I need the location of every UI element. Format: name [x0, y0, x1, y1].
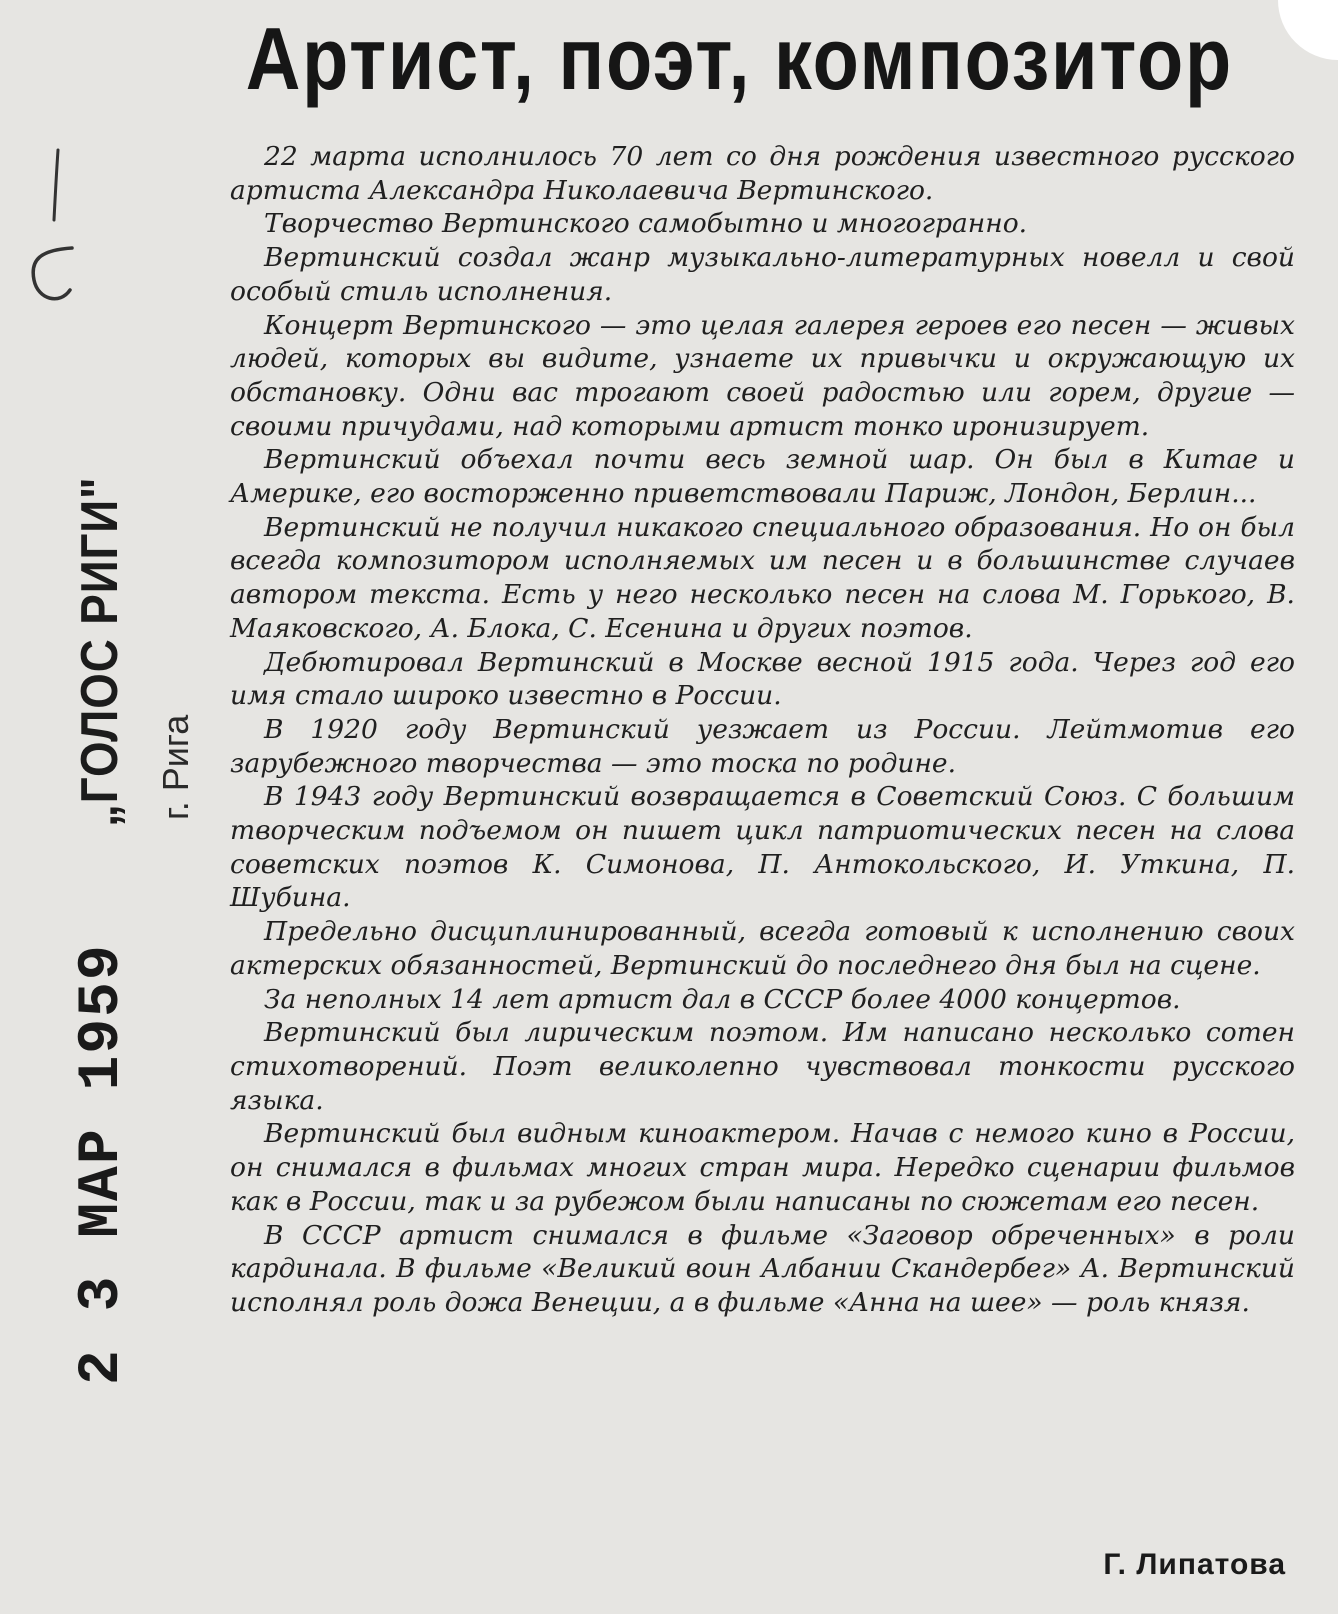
- paragraph: Предельно дисциплинированный, всегда готовый к исполнению своих актерских обязанностей, Вертинский до последнего дня был на сцене.: [230, 916, 1295, 981]
- paragraph: Дебютировал Вертинский в Москве весной 1915 года. Через год его имя стало широко известно в России.: [230, 646, 1295, 712]
- paragraph: Вертинский был лирическим поэтом. Им написано несколько сотен стихотворений. Поэт великолепно чувствовал тонкости русского языка.: [230, 1017, 1295, 1116]
- paragraph: Концерт Вертинского — это целая галерея героев его песен — живых людей, которых вы видите, узнаете их привычки и окружающую их обстановку. Одни вас трогают своей радостью или горем, другие — своими причудами, над которыми артист тонко иронизирует.: [230, 309, 1295, 442]
- article-body: [230, 140, 1295, 1320]
- margin-stamp: [60, 65, 196, 1385]
- paragraph: В 1920 году Вертинский уезжает из России. Лейтмотив его зарубежного творчества — это тоска по родине.: [230, 713, 1295, 779]
- paragraph: За неполных 14 лет артист дал в СССР более 4000 концертов.: [264, 983, 1181, 1015]
- headline: Артист, поэт, композитор: [245, 9, 1233, 108]
- city-name: г. Рига: [155, 714, 196, 820]
- paragraph: 22 марта исполнилось 70 лет со дня рождения известного русского артиста Александра Николаевича Вертинского.: [230, 141, 1295, 206]
- newspaper-name: „ГОЛОС РИГИ": [71, 476, 129, 827]
- author-byline: Г. Липатова: [1103, 1548, 1286, 1581]
- clipped-corner: [1278, 0, 1338, 60]
- paragraph: В 1943 году Вертинский возвращается в Советский Союз. С большим творческим подъемом он пишет цикл патриотических песен на слова советских поэтов К. Симонова, П. Антокольского, И. Уткина, П. Шубина.: [230, 781, 1295, 914]
- paragraph: Вертинский не получил никакого специального образования. Но он был всегда композитором исполняемых им песен и в большинстве случаев автором текста. Есть у него несколько песен на слова М. Горького, В. Маяковского, А. Блока, С. Есенина и других поэтов.: [230, 511, 1295, 644]
- date-stamp: 2 3 МАР 1959: [70, 943, 135, 1385]
- paragraph: Творчество Вертинского самобытно и многогранно.: [264, 208, 1028, 240]
- paragraph: В СССР артист снимался в фильме «Заговор обреченных» в роли кардинала. В фильме «Великий воин Албании Скандербег» А. Вертинский исполнял роль дожа Венеции, а в фильме «Анна на шее» — роль князя.: [230, 1219, 1295, 1318]
- paragraph: Вертинский создал жанр музыкально-литературных новелл и свой особый стиль исполнения.: [230, 242, 1295, 307]
- paragraph: Вертинский был видным киноактером. Начав с немого кино в России, он снимался в фильмах многих стран мира. Нередко сценарии фильмов как в России, так и за рубежом были написаны по сюжетам его песен.: [230, 1118, 1295, 1217]
- paragraph: Вертинский объехал почти весь земной шар. Он был в Китае и Америке, его восторженно приветствовали Париж, Лондон, Берлин...: [230, 444, 1295, 510]
